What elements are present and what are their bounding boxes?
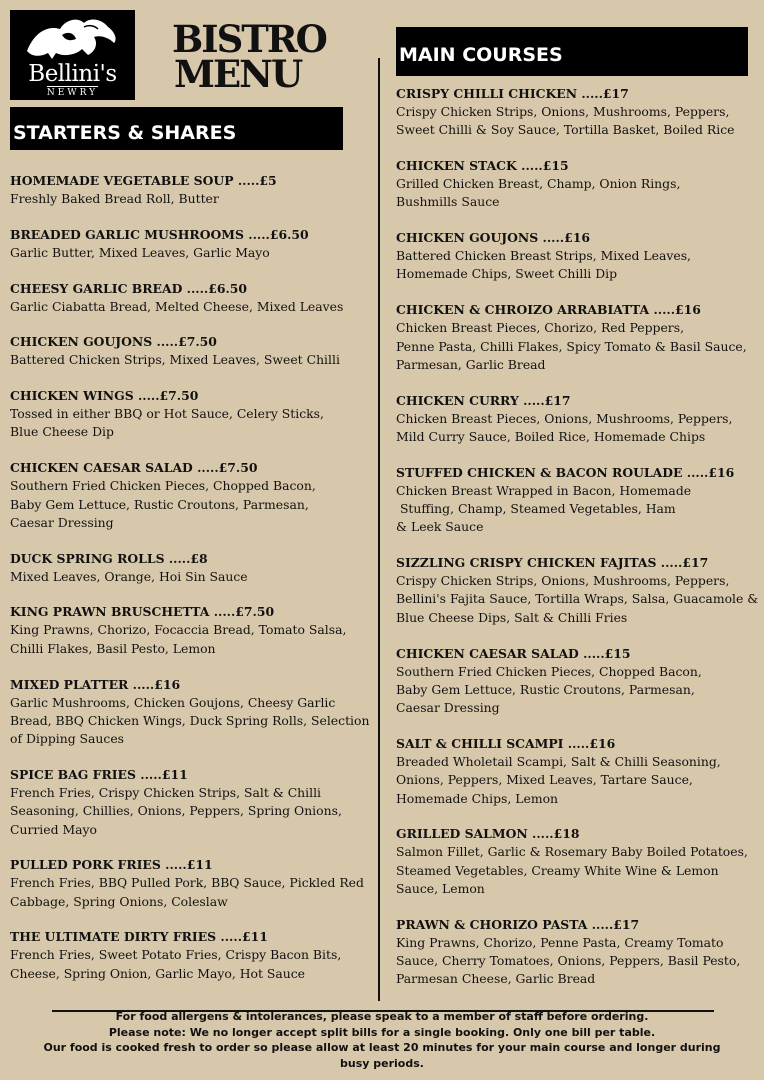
menu-item-description: Seasoning, Chillies, Onions, Peppers, Spring Onions, — [10, 803, 342, 819]
starter-menu-item — [10, 603, 378, 658]
menu-item-description: Freshly Baked Bread Roll, Butter — [10, 191, 219, 206]
menu-item-title: CHICKEN GOUJONS .....£16 — [396, 230, 590, 246]
main-menu-item — [396, 735, 764, 808]
starters-list — [10, 172, 378, 1001]
bellinis-logo — [10, 10, 135, 100]
menu-item-title: PRAWN & CHORIZO PASTA .....£17 — [396, 916, 640, 932]
starter-menu-item — [10, 280, 378, 316]
menu-item-description: Curried Mayo — [10, 821, 98, 837]
logo-subtitle: NEWRY — [46, 88, 99, 98]
menu-item-description: Garlic Ciabatta Bread, Melted Cheese, Mixed Leaves — [10, 298, 344, 314]
menu-item-description: Salmon Fillet, Garlic & Rosemary Baby Boiled Potatoes, — [396, 844, 748, 860]
main-menu-item — [396, 464, 764, 537]
menu-item-title: CHEESY GARLIC BREAD .....£6.50 — [10, 280, 247, 296]
menu-item-title: CHICKEN WINGS .....£7.50 — [10, 388, 199, 404]
starter-menu-item — [10, 928, 378, 983]
main-menu-item — [396, 85, 764, 140]
menu-item-title: CHICKEN STACK .....£15 — [396, 158, 569, 174]
menu-item-description: Sauce, Cherry Tomatoes, Onions, Peppers, Basil Pesto, — [396, 953, 741, 969]
starter-menu-item — [10, 226, 378, 262]
menu-item-description: Baby Gem Lettuce, Rustic Croutons, Parmesan, — [10, 496, 309, 512]
menu-item-description: Breaded Wholetail Scampi, Salt & Chilli Seasoning, — [396, 753, 721, 769]
main-menu-item — [396, 554, 764, 627]
menu-item-description: Garlic Mushrooms, Chicken Goujons, Cheesy Garlic — [10, 694, 336, 710]
main-menu-item — [396, 825, 764, 898]
menu-item-description: Southern Fried Chicken Pieces, Chopped Bacon, — [396, 663, 702, 679]
menu-item-description: Bread, BBQ Chicken Wings, Duck Spring Rolls, Selection — [10, 712, 370, 728]
menu-item-description: Homemade Chips, Lemon — [396, 790, 559, 806]
menu-item-title: CHICKEN CAESAR SALAD .....£15 — [396, 645, 631, 661]
menu-item-title: CHICKEN CURRY .....£17 — [396, 392, 571, 408]
menu-item-description: Blue Cheese Dips, Salt & Chilli Fries — [396, 609, 628, 625]
menu-item-description: French Fries, Sweet Potato Fries, Crispy Bacon Bits, — [10, 947, 342, 963]
menu-item-description: of Dipping Sauces — [10, 731, 125, 747]
menu-item-title: GRILLED SALMON .....£18 — [396, 826, 580, 842]
menu-item-title: PULLED PORK FRIES .....£11 — [10, 857, 213, 873]
menu-item-title: KING PRAWN BRUSCHETTA .....£7.50 — [10, 604, 275, 620]
menu-item-title: SPICE BAG FRIES .....£11 — [10, 766, 188, 782]
menu-item-description: Blue Cheese Dip — [10, 424, 114, 440]
menu-item-description: Bellini's Fajita Sauce, Tortilla Wraps, Salsa, Guacamole & — [396, 591, 759, 607]
menu-item-description: Parmesan Cheese, Garlic Bread — [396, 971, 596, 987]
mains-list — [396, 85, 764, 1006]
menu-item-description: Tossed in either BBQ or Hot Sauce, Celery Sticks, — [10, 406, 324, 422]
menu-item-description: Battered Chicken Strips, Mixed Leaves, Sweet Chilli — [10, 352, 340, 368]
footer-line: Please note: We no longer accept split bills for a single booking. Only one bill per table. — [108, 1025, 656, 1039]
griffin-icon — [22, 13, 122, 63]
main-menu-item — [396, 392, 764, 447]
menu-item-title: CHICKEN & CHROIZO ARRABIATTA .....£16 — [396, 302, 701, 318]
starter-menu-item — [10, 676, 378, 749]
starters-header: STARTERS & SHARES — [10, 107, 343, 150]
menu-item-title: STUFFED CHICKEN & BACON ROULADE .....£16 — [396, 464, 735, 480]
starter-menu-item — [10, 172, 378, 208]
menu-item-description: Garlic Butter, Mixed Leaves, Garlic Mayo — [10, 244, 270, 260]
menu-item-description: French Fries, Crispy Chicken Strips, Salt & Chilli — [10, 784, 322, 800]
menu-item-description: Caesar Dressing — [396, 700, 500, 716]
page-title — [172, 17, 342, 96]
starter-menu-item — [10, 766, 378, 839]
menu-item-description: Cabbage, Spring Onions, Coleslaw — [10, 893, 228, 909]
menu-item-description: Sweet Chilli & Soy Sauce, Tortilla Basket, Boiled Rice — [396, 122, 735, 138]
starter-menu-item — [10, 856, 378, 911]
menu-item-title: CHICKEN GOUJONS .....£7.50 — [10, 334, 217, 350]
menu-item-description: Cheese, Spring Onion, Garlic Mayo, Hot Sauce — [10, 965, 306, 981]
column-divider — [378, 58, 380, 1001]
menu-item-description: Bushmills Sauce — [396, 194, 500, 210]
menu-item-description: Baby Gem Lettuce, Rustic Croutons, Parmesan, — [396, 681, 695, 697]
starter-menu-item — [10, 459, 378, 532]
menu-item-description: Penne Pasta, Chilli Flakes, Spicy Tomato & Basil Sauce, — [396, 338, 747, 354]
main-menu-item — [396, 229, 764, 284]
menu-item-description: Stuffing, Champ, Steamed Vegetables, Ham — [396, 501, 676, 517]
mains-header: MAIN COURSES — [396, 27, 748, 76]
starter-menu-item — [10, 387, 378, 442]
logo-name: Bellini's — [28, 61, 117, 87]
menu-item-description: Southern Fried Chicken Pieces, Chopped Bacon, — [10, 478, 316, 494]
menu-item-description: King Prawns, Chorizo, Focaccia Bread, Tomato Salsa, — [10, 622, 347, 638]
menu-item-description: Chicken Breast Wrapped in Bacon, Homemade — [396, 482, 692, 498]
starter-menu-item — [10, 550, 378, 586]
footer-line: Our food is cooked fresh to order so please allow at least 20 minutes for your main course and longer during — [43, 1041, 721, 1054]
menu-item-description: Battered Chicken Breast Strips, Mixed Leaves, — [396, 248, 691, 264]
main-menu-item — [396, 645, 764, 718]
main-menu-item — [396, 157, 764, 212]
menu-item-description: & Leek Sauce — [396, 519, 484, 535]
menu-item-description: Steamed Vegetables, Creamy White Wine & Lemon — [396, 862, 719, 878]
menu-item-title: SALT & CHILLI SCAMPI .....£16 — [396, 735, 616, 751]
menu-item-title: DUCK SPRING ROLLS .....£8 — [10, 550, 208, 566]
title-line-2: MENU — [174, 52, 302, 96]
menu-item-description: Parmesan, Garlic Bread — [396, 356, 546, 372]
menu-item-description: Chicken Breast Pieces, Chorizo, Red Peppers, — [396, 320, 685, 336]
menu-item-description: Sauce, Lemon — [396, 880, 485, 896]
menu-item-description: Mild Curry Sauce, Boiled Rice, Homemade Chips — [396, 428, 706, 444]
menu-item-description: Mixed Leaves, Orange, Hoi Sin Sauce — [10, 568, 248, 584]
menu-item-title: MIXED PLATTER .....£16 — [10, 676, 181, 692]
menu-item-description: Chilli Flakes, Basil Pesto, Lemon — [10, 640, 216, 656]
footer-notes — [0, 1009, 764, 1071]
menu-item-description: King Prawns, Chorizo, Penne Pasta, Creamy Tomato — [396, 934, 724, 950]
footer-line: busy periods. — [340, 1056, 424, 1070]
menu-item-title: CRISPY CHILLI CHICKEN .....£17 — [396, 86, 629, 101]
menu-item-description: Crispy Chicken Strips, Onions, Mushrooms, Peppers, — [396, 104, 730, 119]
menu-item-title: THE ULTIMATE DIRTY FRIES .....£11 — [10, 929, 268, 945]
menu-item-description: Crispy Chicken Strips, Onions, Mushrooms, Peppers, — [396, 573, 730, 589]
footer-line: For food allergens & intolerances, please speak to a member of staff before ordering. — [115, 1010, 649, 1023]
menu-item-description: Homemade Chips, Sweet Chilli Dip — [396, 266, 618, 282]
menu-item-title: HOMEMADE VEGETABLE SOUP .....£5 — [10, 173, 277, 188]
menu-item-description: Caesar Dressing — [10, 514, 114, 530]
starter-menu-item — [10, 333, 378, 369]
title-line-1: BISTRO — [172, 17, 326, 61]
menu-item-description: Grilled Chicken Breast, Champ, Onion Rings, — [396, 176, 681, 192]
menu-item-title: BREADED GARLIC MUSHROOMS .....£6.50 — [10, 226, 309, 242]
main-menu-item — [396, 301, 764, 374]
menu-item-description: Onions, Peppers, Mixed Leaves, Tartare Sauce, — [396, 772, 693, 788]
menu-item-description: Chicken Breast Pieces, Onions, Mushrooms, Peppers, — [396, 410, 733, 426]
main-menu-item — [396, 916, 764, 989]
menu-item-description: French Fries, BBQ Pulled Pork, BBQ Sauce, Pickled Red — [10, 875, 364, 891]
menu-item-title: SIZZLING CRISPY CHICKEN FAJITAS .....£17 — [396, 555, 709, 571]
menu-item-title: CHICKEN CAESAR SALAD .....£7.50 — [10, 460, 258, 476]
